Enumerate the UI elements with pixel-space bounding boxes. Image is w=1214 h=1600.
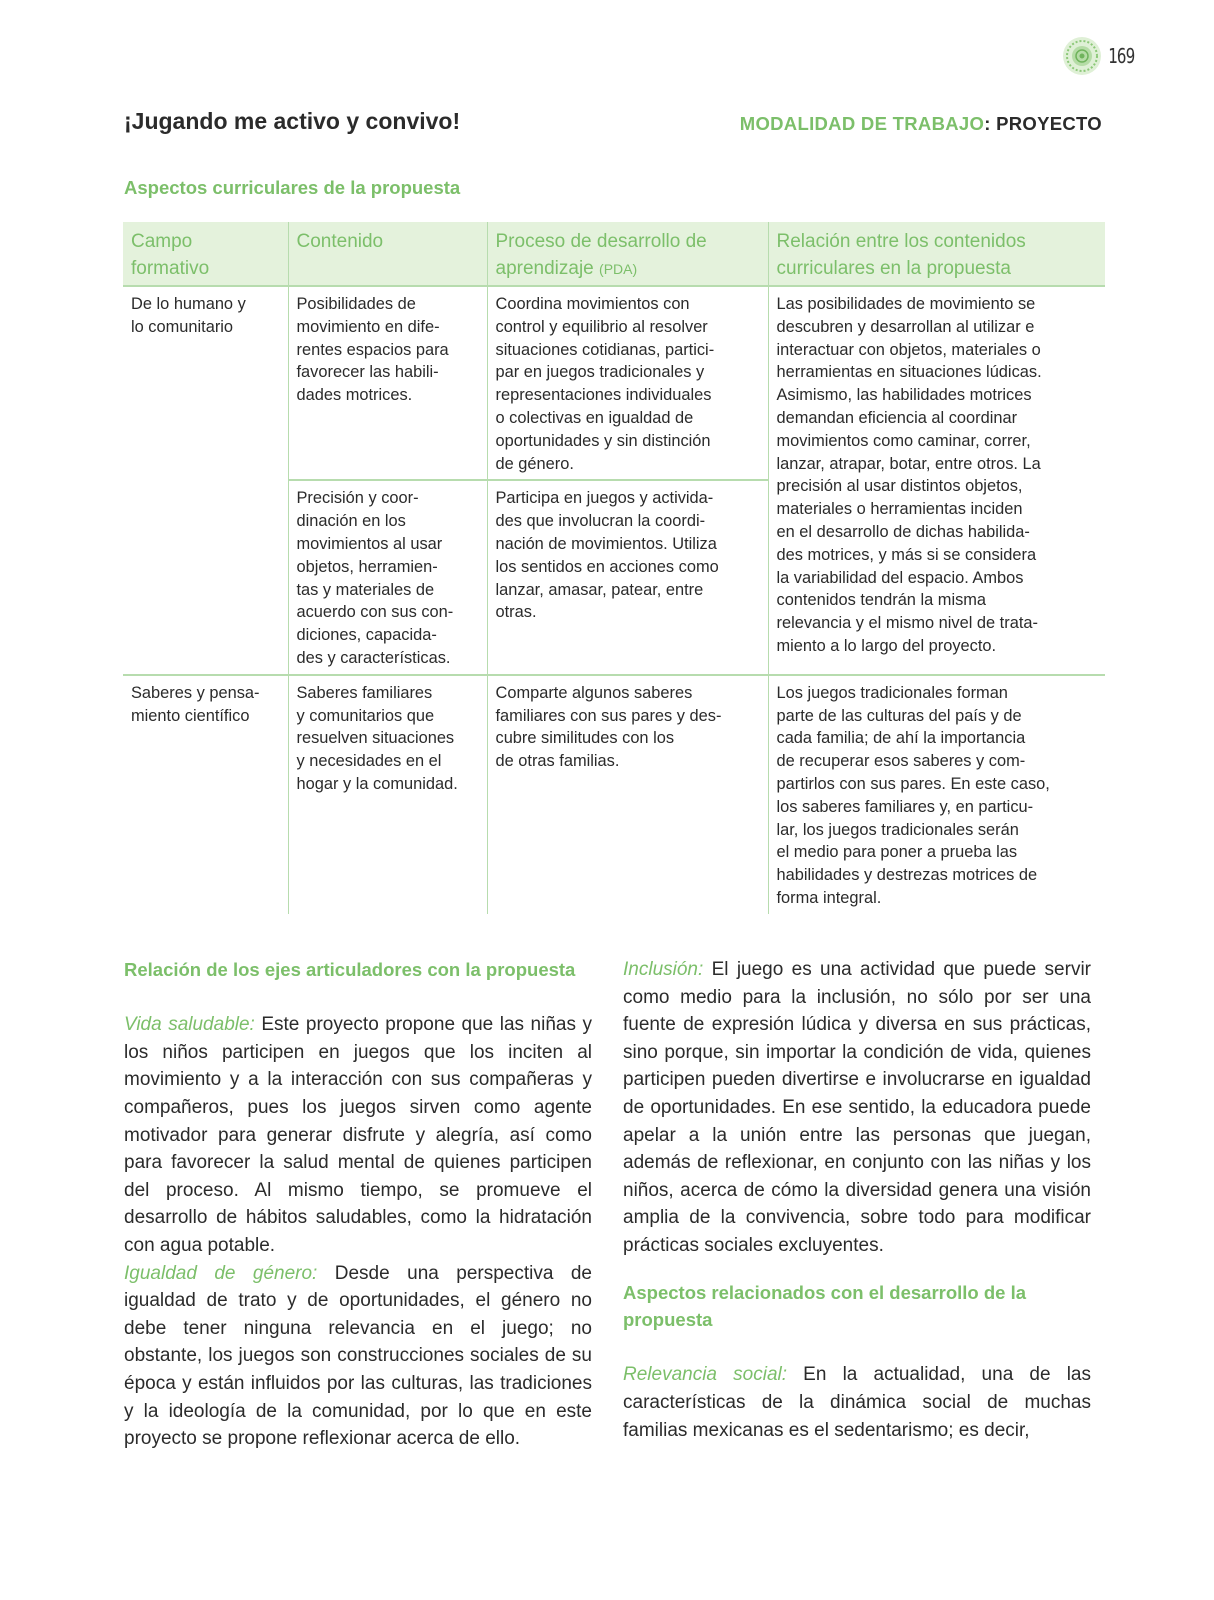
- inclusion-paragraph: Inclusión: El juego es una actividad que puede servir como medio para la inclusión, no sólo por ser una fuente de expresión lúdica y diversa en sus prácticas, sino porque, sin importar la condición de vida, quienes participen pueden divertirse e involucrarse en igualdad de oportunidades. En ese sentido, la educadora puede apelar a la unión entre las personas que juegan, además de reflexionar, en conjunto con las niñas y los niños, acerca de cómo la diversidad genera una visión amplia de la convivencia, sobre todo para modificar prácticas sociales excluyentes.: [623, 959, 1091, 1256]
- modality-label: MODALIDAD DE TRABAJO: [739, 113, 985, 134]
- pda-cell: Coordina movimientos con control y equilibrio al resolver situaciones cotidianas, partici- par en juegos tradicionales y representaciones individuales o colectivas en igualdad de oportunidades y sin distinción de género.: [487, 286, 768, 480]
- table-row: [123, 286, 1105, 480]
- contenido-cell: Saberes familiares y comunitarios que resuelven situaciones y necesidades en el hogar y la comunidad.: [288, 675, 487, 914]
- inclusion-term: Inclusión:: [623, 959, 704, 980]
- desarrollo-title: Aspectos relacionados con el desarrollo de la propuesta: [623, 1281, 1027, 1331]
- pda-cell: Comparte algunos saberes familiares con sus pares y des- cubre similitudes con los de otras familias.: [487, 675, 768, 914]
- page-number-badge: [1062, 36, 1141, 76]
- contenido-cell: Posibilidades de movimiento en dife- rentes espacios para favorecer las habili- dades motrices.: [288, 286, 487, 480]
- contenido-cell: Precisión y coor- dinación en los movimientos al usar objetos, herramien- tas y materiales de acuerdo con sus con- diciones, capacida- des y características.: [288, 480, 487, 674]
- vida-saludable-term: Vida saludable:: [124, 1014, 255, 1036]
- table-row: [123, 675, 1105, 914]
- header-relacion: Relación entre los contenidos curriculares en la propuesta: [768, 222, 1105, 286]
- modality-value: PROYECTO: [996, 113, 1102, 134]
- campo-cell: De lo humano y lo comunitario: [123, 286, 288, 675]
- vida-saludable-paragraph: Vida saludable: Este proyecto propone que las niñas y los niños participen en juegos que los inciten al movimiento y a la interacción con sus compañeras y compañeros, pues los juegos sirven como agente motivador para generar disfrute y alegría, así como para favorecer la salud mental de quienes participen del proceso. Al mismo tiempo, se promueve el desarrollo de hábitos saludables, como la hidratación con agua potable.: [124, 1014, 592, 1256]
- pda-cell: Participa en juegos y activida- des que involucran la coordi- nación de movimientos. Utiliza los sentidos en acciones como lanzar, amasar, patear, entre otras.: [487, 480, 768, 674]
- header-pda: Proceso de desarrollo de aprendizaje (PDA): [487, 222, 768, 286]
- table-header-row: [123, 222, 1105, 286]
- igualdad-genero-term: Igualdad de género:: [124, 1262, 318, 1284]
- campo-cell: Saberes y pensa- miento científico: [131, 683, 260, 725]
- page-title: ¡Jugando me activo y convivo!: [124, 108, 461, 134]
- right-column: [623, 956, 1091, 1444]
- header-contenido: Contenido: [288, 222, 487, 286]
- relacion-cell: Los juegos tradicionales forman parte de las culturas del país y de cada familia; de ahí la importancia de recuperar esos saberes y com- partirlos con sus pares. En este caso, los saberes familiares y, en particu- lar, los juegos tradicionales serán el medio para poner a prueba las habilidades y destrezas motrices de forma integral.: [768, 675, 1105, 914]
- header-campo: Campo formativo: [123, 222, 288, 286]
- curricular-table: [123, 222, 1105, 914]
- page-number: 169: [1108, 44, 1135, 68]
- igualdad-genero-paragraph: Igualdad de género: Desde una perspectiva de igualdad de trato y de oportunidades, el género no debe tener ninguna relevancia en el juego; no obstante, los juegos son construcciones sociales de su época y están influidos por las culturas, las tradiciones y la ideología de la comunidad, por lo que en este proyecto se propone reflexionar acerca de ello.: [124, 1262, 592, 1450]
- pda-abbr: (PDA): [599, 261, 638, 277]
- relacion-cell: Las posibilidades de movimiento se descubren y desarrollan al utilizar e interactuar con objetos, materiales o herramientas en situaciones lúdicas. Asimismo, las habilidades motrices demandan eficiencia al coordinar movimientos como caminar, correr, lanzar, atrapar, botar, entre otros. La precisión al usar distintos objetos, materiales o herramientas inciden en el desarrollo de dichas habilida- des motrices, y más si se considera la variabilidad del espacio. Ambos contenidos tendrán la misma relevancia y el mismo nivel de trata- miento a lo largo del proyecto.: [768, 286, 1105, 675]
- relevancia-social-paragraph: Relevancia social: En la actualidad, una de las características de la dinámica social de muchas familias mexicanas es el sedentarismo; es decir,: [623, 1364, 1091, 1441]
- decorative-seal-icon: [1062, 36, 1102, 76]
- left-column: [124, 956, 592, 1453]
- curricular-section-title: Aspectos curriculares de la propuesta: [124, 177, 461, 198]
- work-modality: MODALIDAD DE TRABAJO: PROYECTO: [739, 113, 1102, 134]
- relevancia-social-term: Relevancia social:: [623, 1364, 788, 1386]
- ejes-title: Relación de los ejes articuladores con la propuesta: [124, 959, 576, 980]
